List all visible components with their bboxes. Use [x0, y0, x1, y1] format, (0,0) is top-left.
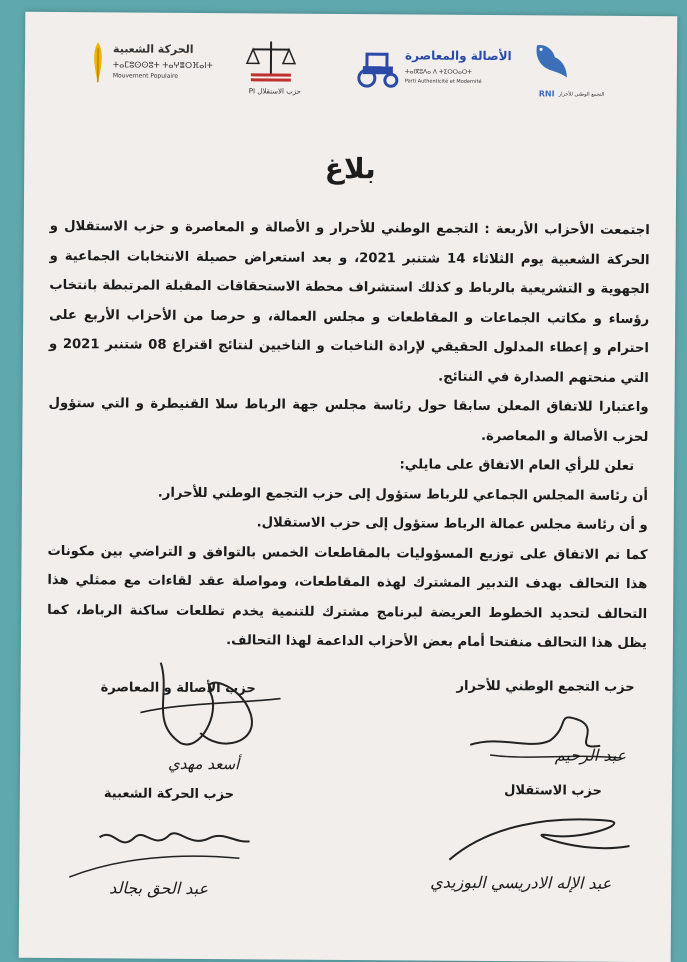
pam-logo-line2: ⵜⴰⵏⴳⵓⴷⴰ ⴷ ⵜⵉⵔⵔⴰⵔⵜ: [405, 68, 472, 75]
paragraph-prefecture-council: و أن رئاسة مجلس عمالة الرباط ستؤول إلى حزب الاستقلال.: [48, 507, 648, 541]
mp-logo-line2: ⵜⴰⵎⵓⵙⵙⵓⵜ ⵜⴰⵖⴻⵔⴼⴰⵏⵜ: [113, 60, 213, 70]
signature-name-mp: عبد الحق بجالد: [109, 878, 208, 898]
scales-icon: [245, 39, 297, 85]
rni-logo-sub: التجمع الوطني للأحرار: [559, 91, 605, 97]
signature-rni: [460, 705, 630, 776]
rni-logo: [523, 41, 623, 106]
signature-mp: [59, 822, 259, 883]
rni-logo-label: RNI: [539, 89, 555, 98]
pam-logo-line1: الأصالة والمعاصرة: [405, 48, 512, 63]
signature-party-mp: حزب الحركة الشعبية: [104, 786, 234, 802]
pam-logo-line3: Parti Authenticité et Modernité: [405, 78, 482, 85]
signature-pam: [120, 652, 301, 763]
pi-logo: [245, 39, 301, 103]
document-body: [47, 212, 650, 659]
pam-logo: [355, 40, 495, 101]
paragraph-rabat-council: أن رئاسة المجلس الجماعي للرباط ستؤول إلى حزب التجمع الوطني للأحرار.: [48, 477, 648, 511]
paragraph-region-agreement: واعتبارا للاتفاق المعلن سابقا حول رئاسة مجلس جهة الرباط سلا القنيطرة و التي ستؤول لحزب الأصالة و المعاصرة.: [48, 389, 648, 452]
signature-party-pam: حزب الأصالة و المعاصرة: [101, 680, 256, 696]
document-title: بلاغ: [24, 150, 676, 188]
signature-name-pi: عبد الإله الادريسي البوزيدي: [430, 873, 611, 893]
signature-party-rni: حزب التجمع الوطني للأحرار: [457, 679, 635, 695]
tractor-icon: [355, 48, 401, 88]
mp-logo-line1: الحركة الشعبية: [113, 42, 194, 56]
signature-name-rni: عبد الرحيم: [555, 745, 627, 764]
party-logos: [25, 38, 677, 115]
paragraph-intro: اجتمعت الأحزاب الأربعة : التجمع الوطني للأحرار و الأصالة و المعاصرة و حزب الاستقلال و الحركة الشعبية يوم الثلاثاء 14 شتنبر 2021، و بعد استعراض حصيلة الانتخابات الجماعية و الجهوية و التشريعية بالرباط و كذلك استشراف محطة الاستحقاقات المقبلة المرتبطة بانتخاب رؤساء و مكاتب الجماعات و المقاطعات و مجلس العمالة، و حرصا من الأحزاب الأربع على احترام و إعطاء المدلول الحقيقي لإرادة الناخبات و الناخبين لنتائج اقتراع 08 شتنبر 2021 و التي منحتهم الصدارة في النتائج.: [49, 212, 650, 393]
mp-logo: [85, 38, 195, 99]
wheat-icon: [87, 40, 109, 84]
signature-name-pam: أسعد مهدي: [168, 755, 239, 773]
pi-logo-label: PI حزب الاستقلال: [249, 87, 301, 95]
document-page: [19, 12, 678, 962]
paragraph-alliance: كما تم الاتفاق على توزيع المسؤوليات بالمقاطعات الخمس بالتوافق و التراضي بين مكونات هذا التحالف بهدف التدبير المشترك لهذه المقاطعات، ومواصلة عقد لقاءات مع ممثلي هذا التحالف لتحديد الخطوط العريضة لبرنامج مشترك للتنمية يخدم تطلعات ساكنة الرباط، كما يظل هذا التحالف منفتحا أمام بعض الأحزاب الداعمة لهذا التحالف.: [47, 536, 648, 658]
paragraph-announcement: تعلن للرأي العام الاتفاق على مايلي:: [48, 448, 648, 482]
mp-logo-line3: Mouvement Populaire: [113, 72, 178, 79]
signature-party-pi: حزب الاستقلال: [504, 783, 602, 799]
signature-pi: [429, 805, 649, 877]
dove-icon: [531, 41, 571, 85]
